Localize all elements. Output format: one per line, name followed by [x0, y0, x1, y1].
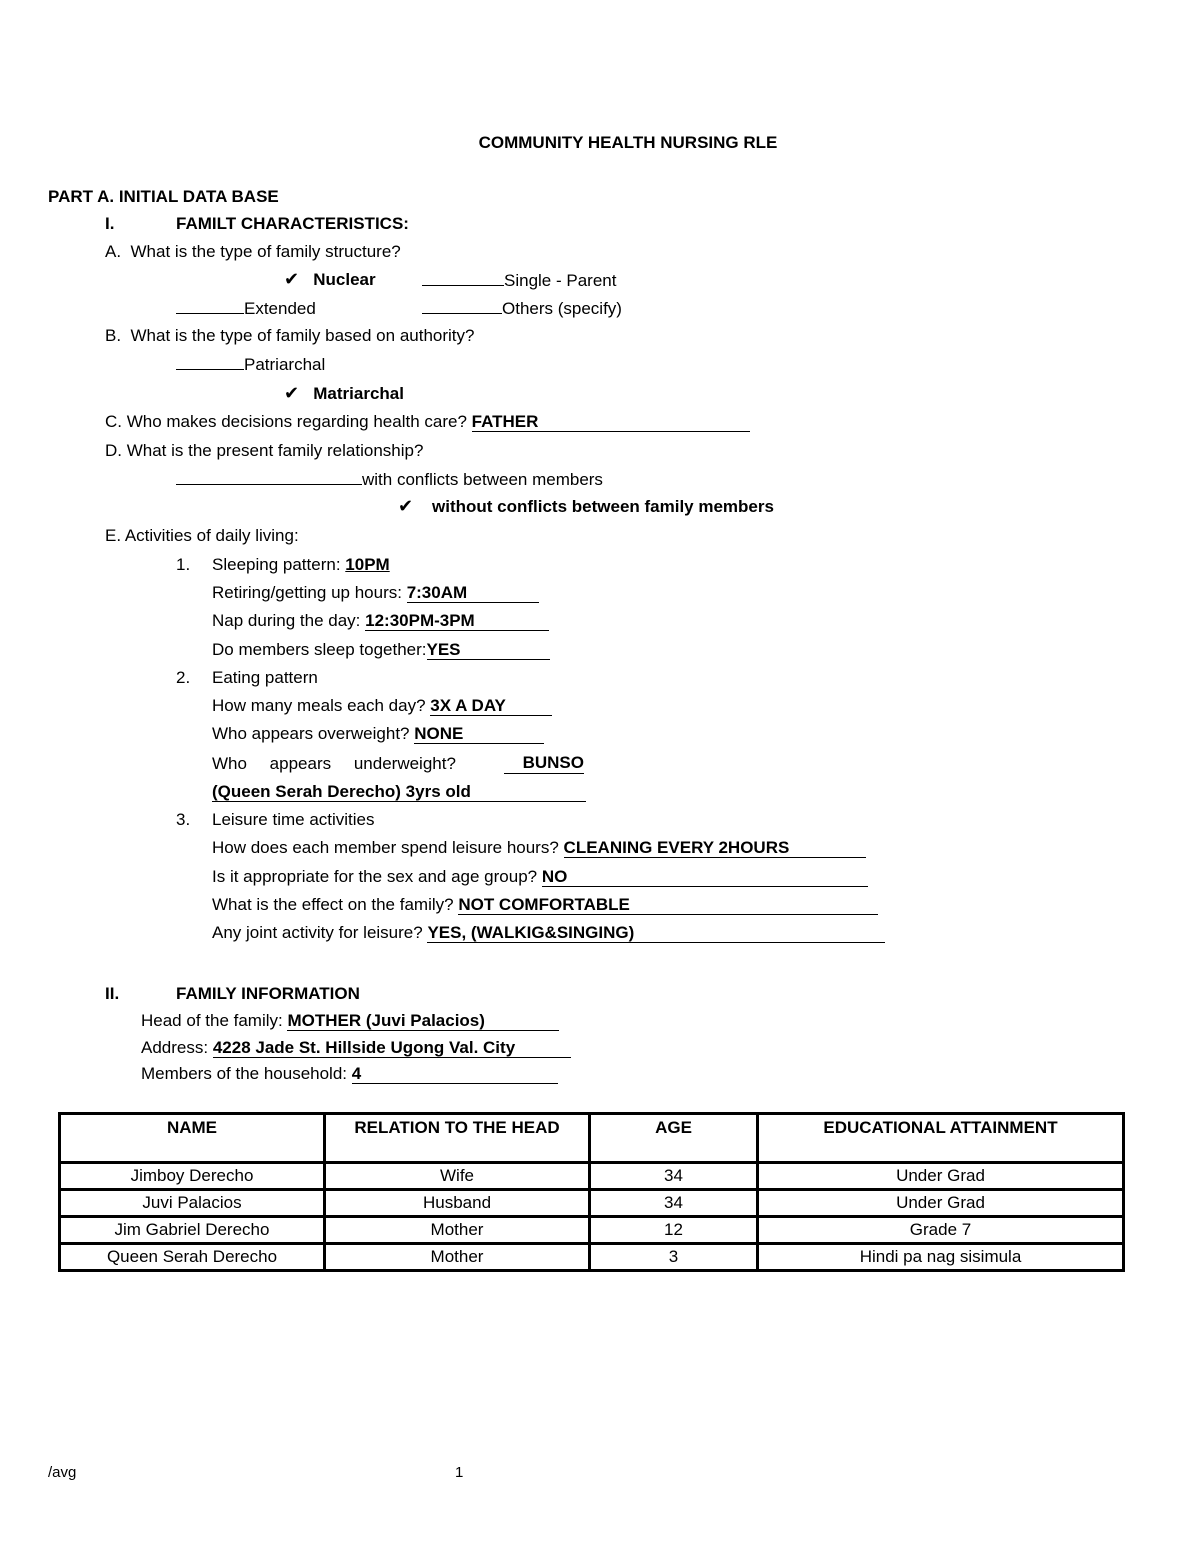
cell-name: Queen Serah Derecho — [60, 1244, 325, 1271]
option-nuclear — [284, 270, 376, 290]
sleeping-pattern — [212, 555, 390, 575]
question-c — [105, 412, 750, 432]
eating-pattern-label: Eating pattern — [212, 668, 318, 687]
question-label: A. — [105, 242, 122, 261]
check-mark-icon: ✔ — [284, 269, 300, 290]
field-value: CLEANING EVERY 2HOURS — [564, 839, 866, 858]
column-header-relation: RELATION TO THE HEAD — [325, 1114, 590, 1163]
option-label: Matriarchal — [313, 384, 404, 403]
address — [141, 1038, 571, 1058]
question-a — [105, 242, 401, 262]
option-patriarchal — [176, 354, 325, 375]
head-of-family — [141, 1011, 559, 1031]
field-label: What is the effect on the family? — [212, 895, 454, 914]
field-label: Members of the household: — [141, 1064, 348, 1083]
field-value: 7:30AM — [407, 584, 539, 603]
section-title: FAMILY INFORMATION — [176, 984, 360, 1003]
field-label: Retiring/getting up hours: — [212, 583, 402, 602]
question-e: E. Activities of daily living: — [105, 526, 299, 545]
page-title: COMMUNITY HEALTH NURSING RLE — [478, 133, 778, 152]
field-value: MOTHER (Juvi Palacios) — [287, 1012, 559, 1031]
question-text: What is the type of family based on authority? — [130, 326, 475, 345]
table-row — [60, 1190, 1124, 1217]
column-header-education: EDUCATIONAL ATTAINMENT — [758, 1114, 1124, 1163]
field-value: 4228 Jade St. Hillside Ugong Val. City — [213, 1039, 571, 1058]
question-text: C. Who makes decisions regarding health care? — [105, 412, 467, 431]
cell-relation: Wife — [325, 1163, 590, 1190]
field-value: 10PM — [345, 555, 390, 574]
field-label: Head of the family: — [141, 1011, 283, 1030]
table-row — [60, 1217, 1124, 1244]
question-label: B. — [105, 326, 122, 345]
cell-education: Hindi pa nag sisimula — [758, 1244, 1124, 1271]
cell-education: Grade 7 — [758, 1217, 1124, 1244]
column-header-name: NAME — [60, 1114, 325, 1163]
option-label: Nuclear — [313, 270, 376, 289]
cell-name: Juvi Palacios — [60, 1190, 325, 1217]
blank-line — [422, 270, 504, 286]
blank-line — [176, 354, 244, 370]
blank-line — [176, 298, 244, 314]
field-label: Nap during the day: — [212, 611, 361, 630]
field-value: 4 — [352, 1065, 558, 1084]
family-members-table — [58, 1112, 1125, 1272]
cell-relation: Mother — [325, 1217, 590, 1244]
table-row — [60, 1244, 1124, 1271]
option-extended — [176, 298, 316, 319]
leisure-joint — [212, 923, 885, 943]
check-mark-icon: ✔ — [284, 383, 300, 404]
option-label: Single - Parent — [504, 271, 617, 290]
field-label: Is it appropriate for the sex and age group? — [212, 867, 538, 886]
option-label: without conflicts between family members — [432, 497, 774, 516]
field-value: BUNSO — [504, 754, 584, 774]
question-text: What is the type of family structure? — [130, 242, 401, 261]
section-title: FAMILT CHARACTERISTICS: — [176, 214, 409, 233]
field-label: Who appears overweight? — [212, 724, 410, 743]
field-value: 3X A DAY — [430, 697, 552, 716]
underweight-detail — [212, 782, 586, 802]
field-value: YES — [427, 641, 550, 660]
part-heading: PART A. INITIAL DATA BASE — [48, 187, 279, 206]
field-value: (Queen Serah Derecho) 3yrs old — [212, 783, 586, 802]
blank-line — [422, 298, 502, 314]
column-header-age: AGE — [590, 1114, 758, 1163]
blank-line — [176, 469, 362, 485]
leisure-appropriate — [212, 867, 868, 887]
leisure-label: Leisure time activities — [212, 810, 375, 829]
nap-during-day — [212, 611, 549, 631]
cell-age: 34 — [590, 1190, 758, 1217]
question-b — [105, 326, 474, 346]
option-with-conflicts — [176, 469, 603, 490]
option-single-parent — [422, 270, 616, 291]
section-number: I. — [105, 214, 115, 233]
cell-name: Jimboy Derecho — [60, 1163, 325, 1190]
underweight — [212, 754, 584, 774]
cell-age: 12 — [590, 1217, 758, 1244]
table-header-row — [60, 1114, 1124, 1163]
meals-per-day — [212, 696, 552, 716]
item-number: 3. — [176, 810, 191, 829]
field-label: How does each member spend leisure hours? — [212, 838, 559, 857]
leisure-effect — [212, 895, 878, 915]
option-others — [422, 298, 622, 319]
leisure-spend — [212, 838, 866, 858]
page-number: 1 — [455, 1464, 464, 1481]
field-value: NONE — [414, 725, 544, 744]
option-label: Patriarchal — [244, 355, 326, 374]
overweight — [212, 724, 544, 744]
table-row — [60, 1163, 1124, 1190]
footer-note: /avg — [48, 1464, 77, 1481]
option-label: Others (specify) — [502, 299, 622, 318]
field-value: NO — [542, 868, 868, 887]
field-value: NOT COMFORTABLE — [458, 896, 878, 915]
cell-relation: Husband — [325, 1190, 590, 1217]
cell-education: Under Grad — [758, 1190, 1124, 1217]
question-d: D. What is the present family relationship? — [105, 441, 424, 460]
field-value: YES, (WALKIG&SINGING) — [427, 924, 885, 943]
answer-decision-maker: FATHER — [472, 413, 750, 432]
household-members — [141, 1064, 558, 1084]
field-label: Any joint activity for leisure? — [212, 923, 423, 942]
cell-relation: Mother — [325, 1244, 590, 1271]
option-label: with conflicts between members — [362, 470, 603, 489]
item-number: 2. — [176, 668, 191, 687]
cell-education: Under Grad — [758, 1163, 1124, 1190]
cell-age: 3 — [590, 1244, 758, 1271]
option-without-conflicts — [398, 497, 774, 517]
field-value: 12:30PM-3PM — [365, 612, 549, 631]
field-label: Sleeping pattern: — [212, 555, 341, 574]
option-label: Extended — [244, 299, 316, 318]
sleep-together — [212, 640, 550, 660]
retiring-hours — [212, 583, 539, 603]
field-label: How many meals each day? — [212, 696, 426, 715]
field-label: Do members sleep together: — [212, 640, 427, 659]
cell-name: Jim Gabriel Derecho — [60, 1217, 325, 1244]
section-number: II. — [105, 984, 120, 1003]
item-number: 1. — [176, 555, 191, 574]
field-label: Who appears underweight? — [212, 754, 456, 773]
option-matriarchal — [284, 384, 404, 404]
field-label: Address: — [141, 1038, 209, 1057]
cell-age: 34 — [590, 1163, 758, 1190]
check-mark-icon: ✔ — [398, 496, 414, 517]
